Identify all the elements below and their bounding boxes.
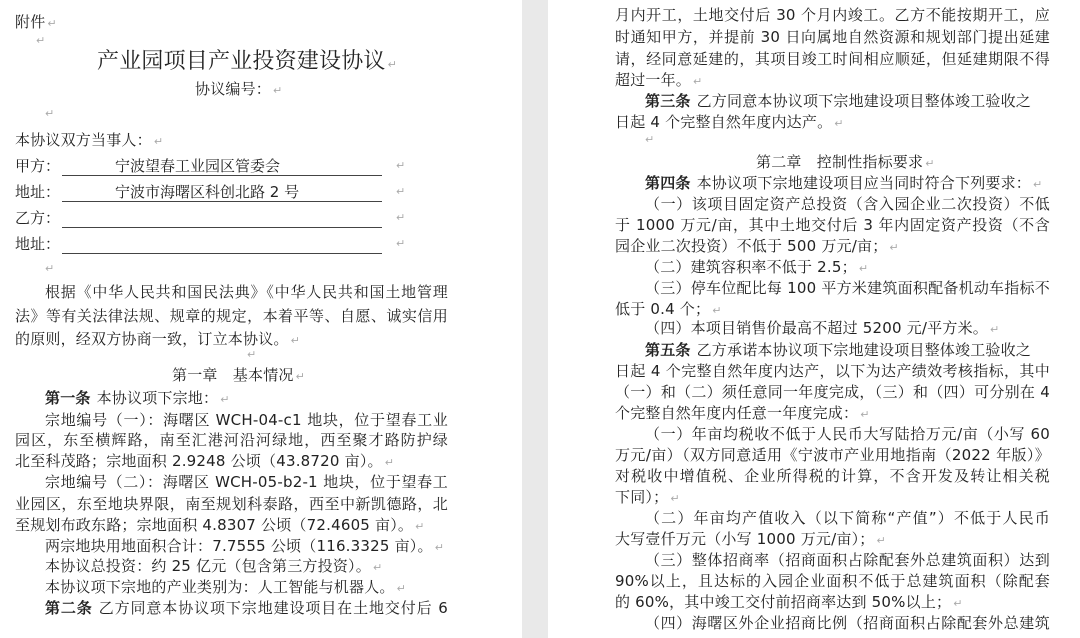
paragraph-mark: ↵ bbox=[45, 262, 55, 275]
plot-1-line: 园区，东至横辉路，南至汇港河沿河绿地，西至聚才路防护绿 bbox=[15, 431, 448, 449]
article-1: 第一条 本协议项下宗地： ↵ bbox=[45, 387, 230, 411]
article-4-item: （三）停车位配比每 100 平方米建筑面积配备机动车指标不 bbox=[645, 279, 1050, 297]
article-4-item: 低于 0.4 个； ↵ bbox=[615, 298, 722, 322]
article-5-line: 日起 4 个完整自然年度内达产，以下为达产绩效考核指标，其中 bbox=[615, 362, 1050, 380]
article-4-item: （二）建筑容积率不低于 2.5； ↵ bbox=[645, 256, 868, 280]
party-a-label: 甲方： bbox=[15, 157, 61, 175]
article-4-item: 于 1000 万元/亩，其中土地交付后 3 年内固定资产投资（不含 bbox=[615, 216, 1050, 234]
article-5-item: 大写壹仟万元（小写 1000 万元/亩）； ↵ bbox=[615, 528, 886, 552]
article-5-item: （三）整体招商率（招商面积占除配套外总建筑面积）达到 bbox=[645, 551, 1050, 569]
paragraph-mark: ↵ bbox=[247, 348, 257, 361]
document-page-right bbox=[548, 0, 1080, 638]
agreement-number: 协议编号： ↵ bbox=[195, 78, 282, 102]
article-4-item: （一）该项目固定资产总投资（含入园企业二次投资）不低 bbox=[645, 195, 1050, 213]
fill-line bbox=[62, 227, 382, 228]
article-5-item: （四）海曙区外企业招商比例（招商面积占除配套外总建筑 bbox=[645, 614, 1050, 632]
article-4-item: （四）本项目销售价最高不超过 5200 元/平方米。 ↵ bbox=[645, 317, 999, 341]
chapter-heading: 第二章 控制性指标要求 ↵ bbox=[756, 151, 935, 175]
article-5-item: 万元/亩）（双方同意适用《宁波市产业用地指南（2022 年版）》 bbox=[615, 446, 1050, 464]
article-2-line: 请，经同意延建的，其项目竣工时间相应顺延，但延建期限不得 bbox=[615, 50, 1050, 68]
article-5-item: 对税收中增值税、企业所得税的计算，不含开发及转让相关税 bbox=[615, 467, 1050, 485]
article-3: 第三条 乙方同意本协议项下宗地建设项目整体竣工验收之 bbox=[645, 92, 1032, 110]
article-2-line: 超过一年。 ↵ bbox=[615, 69, 702, 93]
paragraph-mark: ↵ bbox=[645, 133, 655, 146]
article-5-line: 个完整自然年度内任意一年度完成： ↵ bbox=[615, 402, 870, 426]
article-5-item: 的 60%，其中竣工交付前招商率达到 50%以上； ↵ bbox=[615, 591, 963, 615]
paragraph-mark: ↵ bbox=[36, 34, 46, 47]
parties-intro: 本协议双方当事人： ↵ bbox=[15, 129, 163, 153]
article-2-line: 月内开工，土地交付后 30 个月内竣工。乙方不能按期开工，应 bbox=[615, 6, 1050, 24]
article-5-item: （二）年亩均产值收入（以下简称“产值”）不低于人民币 bbox=[645, 509, 1050, 527]
plot-1-line: 宗地编号（一）：海曙区 WCH-04-c1 地块，位于望春工业 bbox=[45, 411, 448, 429]
plot-2-line: 业园区，东至地块界限，南至规划科泰路，西至中新凯德路，北 bbox=[15, 495, 448, 513]
paragraph-mark: ↵ bbox=[45, 107, 55, 120]
address-b-label: 地址： bbox=[15, 235, 61, 253]
industry-category: 本协议项下宗地的产业类别为：人工智能与机器人。 ↵ bbox=[45, 576, 406, 600]
party-b-label: 乙方： bbox=[15, 209, 61, 227]
article-2-line: 时通知甲方，并提前 30 日向属地自然资源和规划部门提出延建 bbox=[615, 28, 1050, 46]
preamble-line: 根据《中华人民共和国民法典》《中华人民共和国土地管理 bbox=[45, 283, 448, 301]
article-5-item: 下同）； ↵ bbox=[615, 486, 680, 510]
plot-2-line: 至规划布政东路；宗地面积 4.8307 公顷（72.4605 亩）。 ↵ bbox=[15, 514, 425, 538]
fill-line bbox=[62, 253, 382, 254]
party-a-value[interactable]: 宁波望春工业园区管委会 bbox=[115, 157, 281, 175]
attachment-label: 附件 ↵ bbox=[15, 11, 57, 35]
plot-2-line: 宗地编号（二）：海曙区 WCH-05-b2-1 地块，位于望春工 bbox=[45, 473, 448, 491]
document-page-left: 附件 ↵ ↵ 产业园项目产业投资建设协议 ↵ 协议编号： ↵ ↵ 本协议双方当事人： ↵ 甲方： 宁波望春工业园区管委会 ↵ 地址： 宁波市海曙区科创北路 2 号 ↵ 乙方： ↵ 地址： ↵ ↵ 根据《中华人民共和国民法典》《中华人民共和国土地管理 法》等有关法律法规、规章的规定，本着平等、自愿、诚实信用 的原则，经双方协商一致，订立本协议。 ↵ ↵ 第一章 基本情况 ↵ 第一条 本协议项下宗地： ↵ 宗地编号（一）：海曙区 WCH-04-c1 地块，位于望春工业 园区，东至横辉路，南至汇港河沿河绿地，西至聚才路防护绿 北至科茂路；宗地面积 2.9248 公顷（43.8720 亩）。 ↵ 宗地编号（二）：海曙区 WCH-05-b2-1 地块，位于望春工 业园区，东至地块界限，南至规划科泰路，西至中新凯德路，北 至规划布政东路；宗地面积 4.8307 公顷（72.4605 亩）。 ↵ 两宗地块用地面积合计：7.7555 公顷（116.3325 亩）。 ↵ 本协议总投资：约 25 亿元（包含第三方投资）。 ↵ 本协议项下宗地的产业类别为：人工智能与机器人。 ↵ 第二条 乙方同意本协议项下宗地建设项目在土地交付后 6 bbox=[0, 0, 522, 638]
address-a-label: 地址： bbox=[15, 183, 61, 201]
plot-1-line: 北至科茂路；宗地面积 2.9248 公顷（43.8720 亩）。 ↵ bbox=[15, 450, 394, 474]
address-a-value[interactable]: 宁波市海曙区科创北路 2 号 bbox=[115, 183, 300, 201]
article-5-line: （一）和（二）须任意同一年度完成，（三）和（四）可分别在 4 bbox=[615, 383, 1050, 401]
article-4: 第四条 本协议项下宗地建设项目应当同时符合下列要求： ↵ bbox=[645, 172, 1042, 196]
article-2: 第二条 乙方同意本协议项下宗地建设项目在土地交付后 6 bbox=[45, 599, 448, 617]
preamble-line: 法》等有关法律法规、规章的规定，本着平等、自愿、诚实信用 bbox=[15, 307, 448, 325]
article-5: 第五条 乙方承诺本协议项下宗地建设项目整体竣工验收之 bbox=[645, 341, 1032, 359]
total-area: 两宗地块用地面积合计：7.7555 公顷（116.3325 亩）。 ↵ bbox=[45, 535, 444, 559]
article-5-item: （一）年亩均税收不低于人民币大写陆拾万元/亩（小写 60 bbox=[645, 425, 1050, 443]
article-3-line: 日起 4 个完整自然年度内达产。 ↵ bbox=[615, 111, 844, 135]
article-5-item: 90%以上，且达标的入园企业面积不低于总建筑面积（除配套 bbox=[615, 572, 1050, 590]
total-investment: 本协议总投资：约 25 亿元（包含第三方投资）。 ↵ bbox=[45, 555, 382, 579]
chapter-heading: 第一章 基本情况 ↵ bbox=[172, 364, 305, 388]
page-gap bbox=[522, 0, 548, 638]
preamble-line: 的原则，经双方协商一致，订立本协议。 ↵ bbox=[15, 328, 300, 352]
article-4-item: 园企业二次投资）不低于 500 万元/亩； ↵ bbox=[615, 235, 899, 259]
document-title: 产业园项目产业投资建设协议 ↵ bbox=[97, 47, 397, 80]
